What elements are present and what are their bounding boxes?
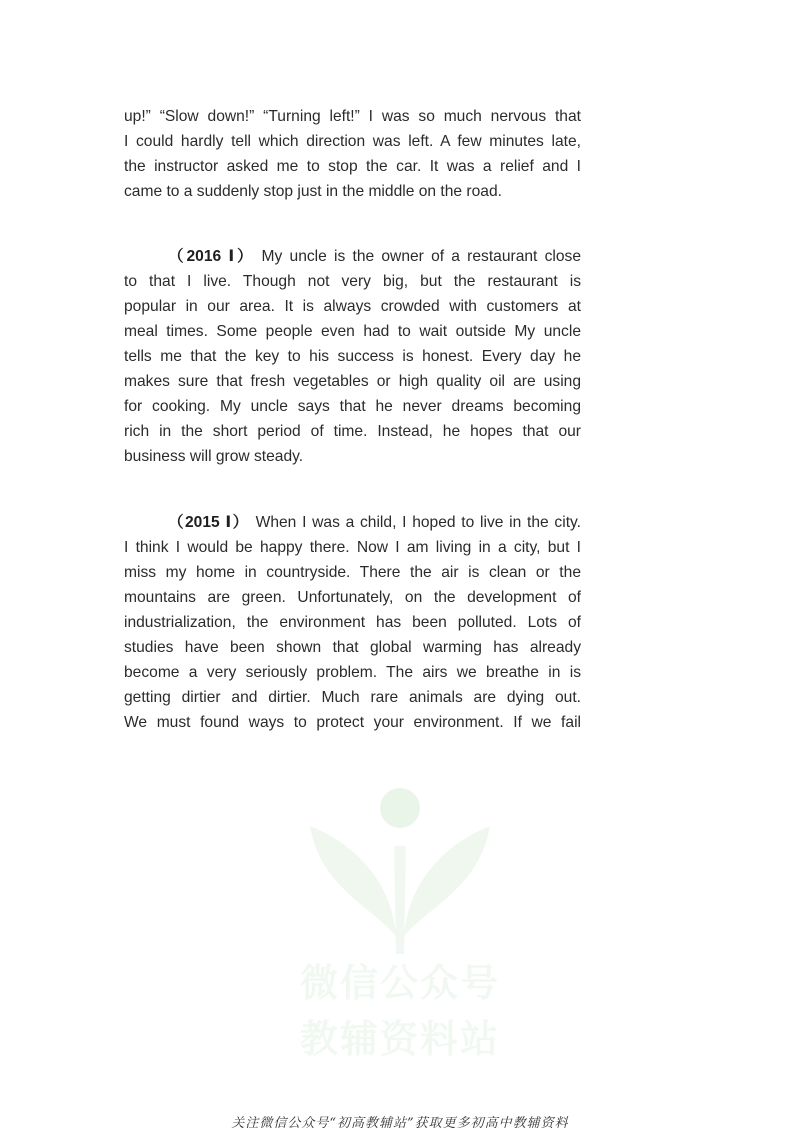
paragraph-body <box>124 104 581 204</box>
paragraph-2015 <box>124 510 581 735</box>
text-line: rich in the short period of time. Instead, he hopes that our <box>124 423 581 440</box>
text-line: business will grow steady. <box>124 448 304 465</box>
text-line-content: When I was a child, I hoped to live in the city. <box>255 514 581 531</box>
text-line: getting dirtier and dirtier. Much rare animals are dying out. <box>124 689 581 706</box>
watermark-logo <box>300 786 501 1061</box>
text-line: the instructor asked me to stop the car. It was a relief and I <box>124 158 581 175</box>
paragraph-body <box>124 510 581 735</box>
text-line: studies have been shown that global warming has already <box>124 639 581 656</box>
text-line: miss my home in countryside. There the air is clean or the <box>124 564 581 581</box>
text-line: I think I would be happy there. Now I am living in a city, but I <box>124 539 581 556</box>
text-line <box>124 510 581 535</box>
year-label: （2015 Ⅰ） <box>168 514 250 531</box>
watermark-text-line2: 教辅资料站 <box>300 1017 501 1061</box>
text-line: I could hardly tell which direction was left. A few minutes late, <box>124 133 581 150</box>
text-line: meal times. Some people even had to wait outside My uncle <box>124 323 581 340</box>
text-line: become a very seriously problem. The airs we breathe in is <box>124 664 581 681</box>
text-line: popular in our area. It is always crowded with customers at <box>124 298 581 315</box>
paragraph-2016 <box>124 244 581 469</box>
text-line: We must found ways to protect your environment. If we fail <box>124 714 581 731</box>
page-footer: 关注微信公众号“初高教辅站”获取更多初高中教辅资料 <box>231 1116 569 1131</box>
text-line: industrialization, the environment has been polluted. Lots of <box>124 614 581 631</box>
text-line: mountains are green. Unfortunately, on the development of <box>124 589 581 606</box>
text-line: came to a suddenly stop just in the middle on the road. <box>124 183 502 200</box>
paragraph-continuation <box>124 104 581 204</box>
text-line: to that I live. Though not very big, but the restaurant is <box>124 273 581 290</box>
year-label: （2016 Ⅰ） <box>168 248 256 265</box>
text-line-content: My uncle is the owner of a restaurant close <box>261 248 581 265</box>
watermark-text-line1: 微信公众号 <box>300 961 501 1005</box>
text-line <box>124 244 581 269</box>
text-line: tells me that the key to his success is honest. Every day he <box>124 348 581 365</box>
text-line: up!” “Slow down!” “Turning left!” I was so much nervous that <box>124 108 581 125</box>
text-line: makes sure that fresh vegetables or high quality oil are using <box>124 373 581 390</box>
sprout-logo-icon <box>300 786 500 956</box>
text-line: for cooking. My uncle says that he never dreams becoming <box>124 398 581 415</box>
paragraph-body <box>124 244 581 469</box>
